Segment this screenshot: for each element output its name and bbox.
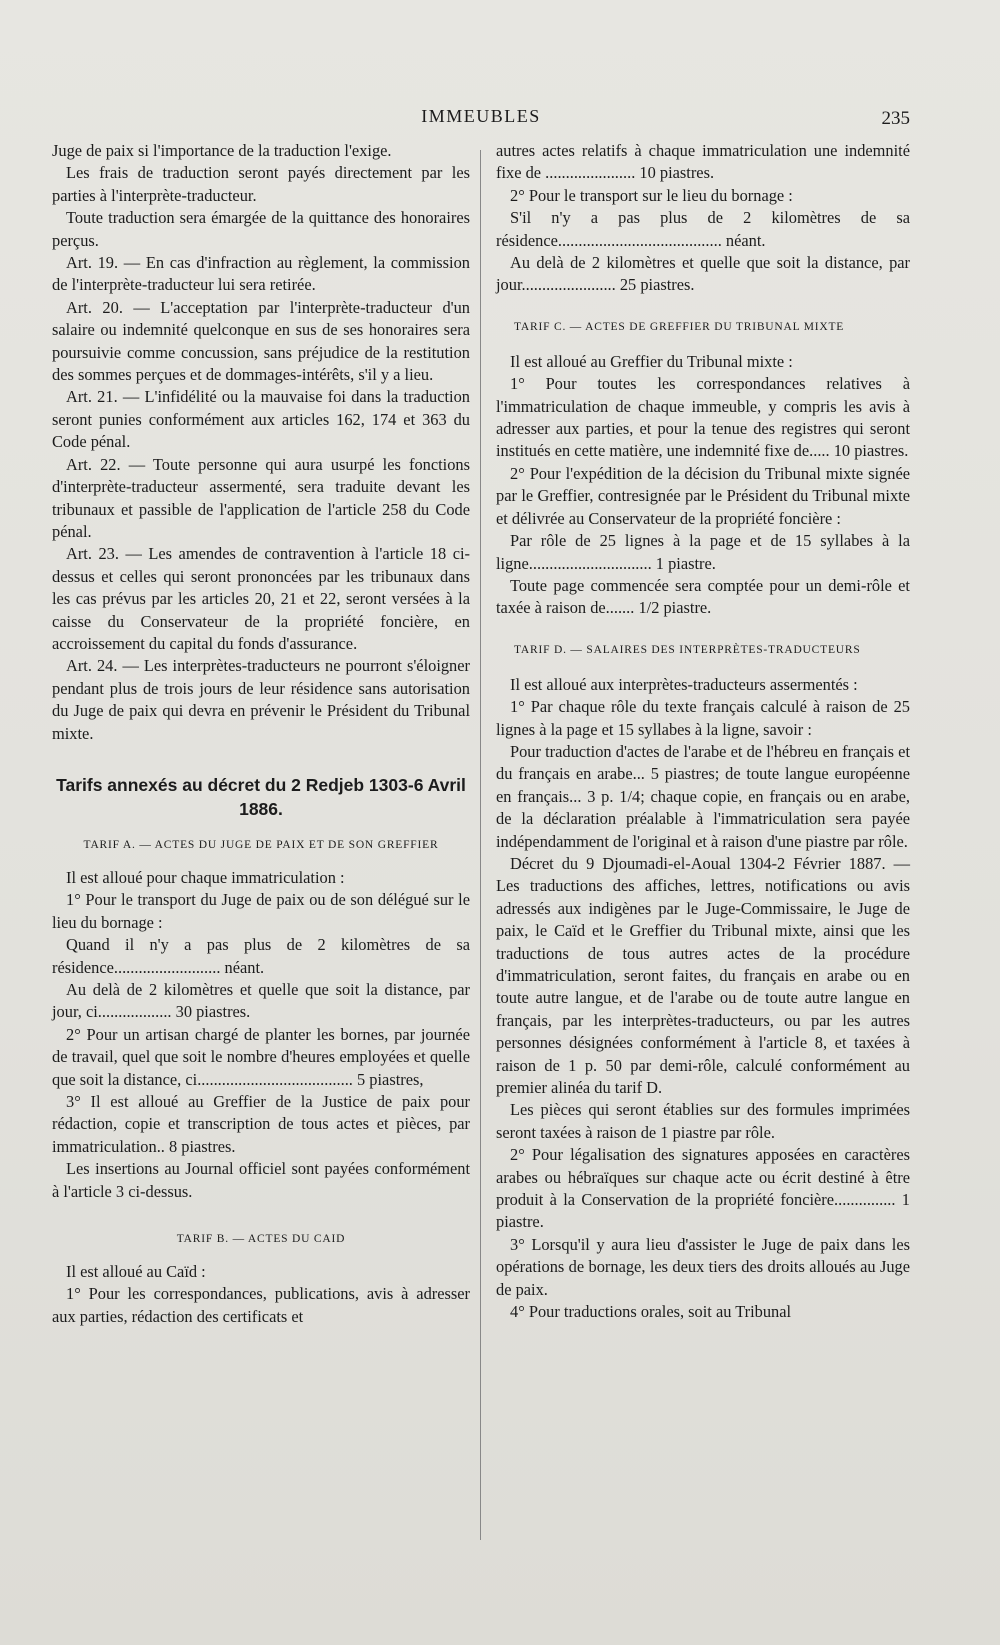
- paragraph: 3° Il est alloué au Greffier de la Justice de paix pour rédaction, copie et transcription de tous actes et pièces, par immatriculation.. 8 piastres.: [52, 1092, 470, 1156]
- article-21: Art. 21. — L'infidélité ou la mauvaise foi dans la traduction seront punies conformément aux articles 162, 174 et 363 du Code pénal.: [52, 387, 470, 452]
- paragraph: Toute traduction sera émargée de la quittance des honoraires perçus.: [52, 208, 470, 250]
- paragraph: Les frais de traduction seront payés directement par les parties à l'interprète-traducteur.: [52, 163, 470, 205]
- paragraph: Au delà de 2 kilomètres et quelle que soit la distance, par jour, ci.................. 30 piastres.: [52, 980, 470, 1022]
- paragraph: autres actes relatifs à chaque immatriculation une indemnité fixe de ...................... 10 piastres.: [496, 141, 910, 183]
- paragraph: 1° Pour toutes les correspondances relatives à l'immatriculation de chaque immeuble, y compris les avis à adresser aux parties, et pour la tenue des registres qui seront institués en cette matière, une indemnité fixe de..... 10 piastres.: [496, 374, 910, 461]
- tarif-b-heading: TARIF B. — ACTES DU CAID: [176, 1233, 346, 1246]
- tarifs-heading: Tarifs annexés au décret du 2 Redjeb 1303-6 Avril 1886.: [56, 774, 466, 819]
- paragraph: Juge de paix si l'importance de la traduction l'exige.: [52, 141, 392, 160]
- article-19: Art. 19. — En cas d'infraction au règlement, la commission de l'interprète-traducteur lui sera retirée.: [52, 253, 470, 295]
- paragraph: Il est alloué pour chaque immatriculation :: [66, 867, 345, 887]
- article-23: Art. 23. — Les amendes de contravention à l'article 18 ci-dessus et celles qui seront prononcées par les tribunaux dans les cas prévus par les articles 20, 21 et 22, seront versées à la caisse du Conservateur de la propriété foncière, en accroissement du capital du fonds d'assurance.: [52, 544, 470, 653]
- paragraph: Il est alloué au Caïd :: [66, 1262, 206, 1282]
- column-divider: [480, 150, 481, 1540]
- paragraph: 2° Pour l'expédition de la décision du Tribunal mixte signée par le Greffier, contresignée par le Président du Tribunal mixte et délivrée au Conservateur de la propriété foncière :: [496, 463, 910, 528]
- left-column: [52, 140, 470, 1328]
- paragraph: 2° Pour un artisan chargé de planter les bornes, par journée de travail, quel que soit le nombre d'heures employées et quelle que soit la distance, ci...................................... 5 piastres,: [52, 1024, 470, 1089]
- paragraph: 3° Lorsqu'il y aura lieu d'assister le Juge de paix dans les opérations de bornage, les deux tiers des droits alloués au Juge de paix.: [496, 1234, 910, 1299]
- paragraph: Quand il n'y a pas plus de 2 kilomètres de sa résidence.......................... néant.: [52, 935, 470, 977]
- paragraph: Les insertions au Journal officiel sont payées conformément à l'article 3 ci-dessus.: [52, 1159, 470, 1201]
- paragraph: Toute page commencée sera comptée pour un demi-rôle et taxée à raison de....... 1/2 piastre.: [496, 575, 910, 618]
- paragraph: Au delà de 2 kilomètres et quelle que soit la distance, par jour....................... 25 piastres.: [496, 253, 910, 295]
- paragraph: 2° Pour légalisation des signatures apposées en caractères arabes ou hébraïques sur chaque acte ou écrit destiné à être produit à la Conservation de la propriété foncière............... 1 piastre.: [496, 1145, 910, 1232]
- paragraph: Les pièces qui seront établies sur des formules imprimées seront taxées à raison de 1 piastre par rôle.: [496, 1100, 910, 1142]
- running-title: IMMEUBLES: [421, 106, 541, 126]
- tarif-d-heading: TARIF D. — SALAIRES DES INTERPRÈTES-TRADUCTEURS: [514, 643, 861, 656]
- article-22: Art. 22. — Toute personne qui aura usurpé les fonctions d'interprète-traducteur assermenté, sera traduite devant les tribunaux et passible de l'application de l'article 258 du Code pénal.: [52, 454, 470, 541]
- tarif-a-heading: TARIF A. — ACTES DU JUGE DE PAIX ET DE SON GREFFIER: [83, 838, 439, 851]
- right-column: [496, 140, 910, 1324]
- paragraph: Il est alloué au Greffier du Tribunal mixte :: [510, 351, 793, 371]
- paragraph: 1° Pour les correspondances, publications, avis à adresser aux parties, rédaction des certificats et: [52, 1284, 470, 1326]
- paragraph: Pour traduction d'actes de l'arabe et de l'hébreu en français et du français en arabe... 5 piastres; de toute langue européenne en français... 3 p. 1/4; chaque copie, en français ou en arabe, de la déclaration préalable à l'immatriculation sera payée indépendamment de l'original et à raison d'une piastre par rôle.: [496, 741, 910, 851]
- running-header: [52, 106, 910, 136]
- paragraph: Il est alloué aux interprètes-traducteurs assermentés :: [510, 674, 858, 694]
- paragraph: S'il n'y a pas plus de 2 kilomètres de sa résidence........................................ néant.: [496, 208, 910, 250]
- paragraph: Décret du 9 Djoumadi-el-Aoual 1304-2 Février 1887. — Les traductions des affiches, lettres, notifications ou avis adressés aux indigènes par le Juge-Commissaire, le Juge de paix, le Caïd et le Greffier du Tribunal mixte, ainsi que les traductions de tous autres actes de la procédure d'immatriculation, seront faites, du français en arabe ou en toute autre langue, et de l'arabe ou de toute autre langue en français, par les interprètes-traducteurs, ou par les autres personnes désignées conformément à l'article 8, et taxées à raison de 1 p. 50 par demi-rôle, calculé conformément au premier alinéa du tarif D.: [496, 853, 910, 1098]
- paragraph: 1° Pour le transport du Juge de paix ou de son délégué sur le lieu du bornage :: [52, 890, 470, 932]
- article-24: Art. 24. — Les interprètes-traducteurs ne pourront s'éloigner pendant plus de trois jours de leur résidence sans autorisation du Juge de paix qui devra en prévenir le Président du Tribunal mixte.: [52, 656, 470, 743]
- paragraph: 1° Par chaque rôle du texte français calculé à raison de 25 lignes à la page et 15 syllabes à la ligne, savoir :: [496, 697, 910, 739]
- tarif-c-heading: TARIF C. — ACTES DE GREFFIER DU TRIBUNAL MIXTE: [514, 320, 845, 333]
- paragraph: 2° Pour le transport sur le lieu du bornage :: [510, 185, 793, 205]
- paragraph: Par rôle de 25 lignes à la page et de 15 syllabes à la ligne.............................. 1 piastre.: [496, 531, 910, 573]
- paragraph: 4° Pour traductions orales, soit au Tribunal: [510, 1302, 792, 1322]
- article-20: Art. 20. — L'acceptation par l'interprète-traducteur d'un salaire ou indemnité quelconque en sus de ses honoraires sera poursuivie comme concussion, sans préjudice de la restitution des sommes perçues et de dommages-intérêts, s'il y a lieu.: [52, 297, 470, 385]
- page-number: 235: [881, 108, 910, 129]
